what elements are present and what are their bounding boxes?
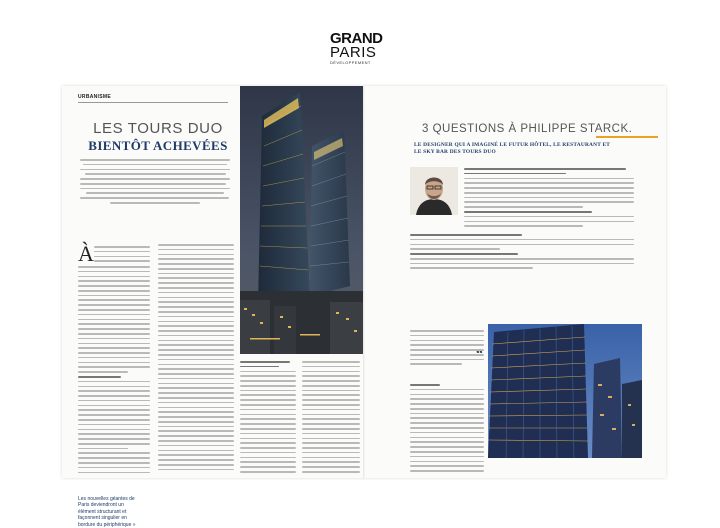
interview-deck: LE DESIGNER QUI A IMAGINÉ LE FUTUR HÔTEL, LE RESTAURANT ET LE SKY BAR DES TOURS DUO (414, 142, 610, 156)
left-page (62, 86, 364, 528)
masthead-subtitle: DÉVELOPPEMENT (330, 60, 371, 65)
portrait-illustration (410, 167, 458, 215)
building-photo (488, 324, 642, 458)
qa-block-2 (410, 234, 634, 272)
masthead-logo (330, 32, 410, 65)
title-accent-underline (596, 136, 658, 138)
pull-quote-left: Les nouvelles géantes de Paris deviendront un élément structurant et façonnent singulier en bordure du périphérique » (78, 496, 136, 528)
body-column-right (410, 330, 484, 368)
drop-cap: À (78, 241, 94, 266)
body-column-1 (78, 266, 150, 476)
body-column-right-2 (410, 384, 484, 475)
article-title: LES TOURS DUO (93, 120, 223, 137)
body-column-2 (158, 244, 234, 474)
article-subtitle: BIENTÔT ACHEVÉES (88, 138, 228, 153)
section-rubric: URBANISME (78, 94, 111, 100)
body-column-4 (302, 361, 360, 476)
masthead-grand: GRAND (330, 30, 383, 47)
interview-title-dot: . (628, 123, 633, 135)
rubric-rule (78, 102, 228, 103)
building-illustration (488, 324, 642, 458)
article-intro (80, 159, 230, 207)
towers-illustration (240, 86, 364, 354)
starck-portrait (410, 167, 458, 215)
interview-title-name: STARCK (579, 123, 629, 135)
magazine-spread (62, 86, 666, 528)
body-column-3 (240, 361, 296, 476)
masthead-paris: PARIS (330, 44, 377, 61)
interview-title (422, 123, 662, 135)
towers-photo (240, 86, 364, 354)
qa-block-1 (464, 168, 634, 230)
body-column-1a (94, 246, 150, 265)
interview-title-main: 3 QUESTIONS À PHILIPPE (422, 123, 580, 135)
